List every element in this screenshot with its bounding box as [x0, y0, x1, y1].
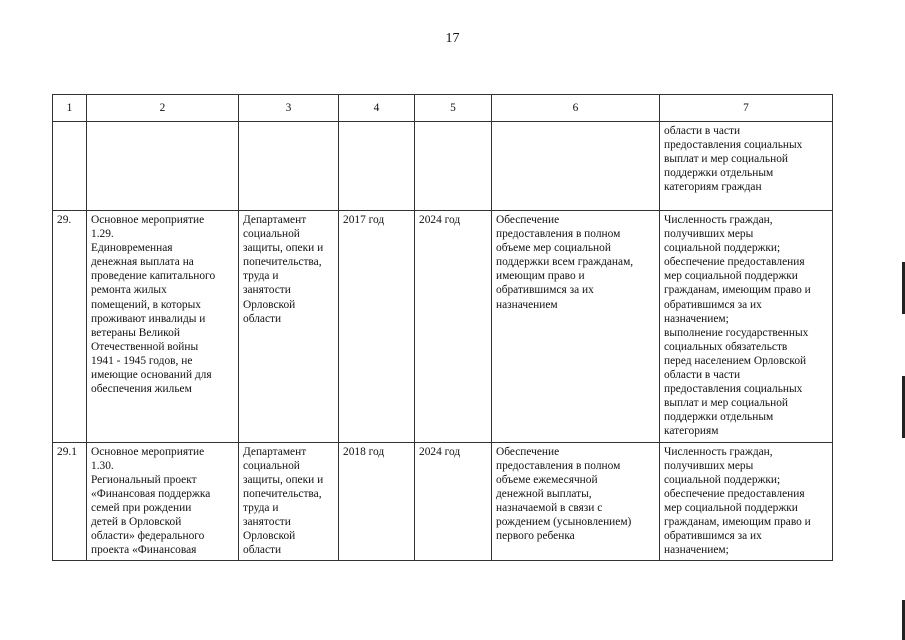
table-cell: [492, 442, 660, 561]
table-cell: [339, 122, 415, 211]
cell-text-line: детей в Орловской: [91, 515, 182, 528]
table-row: [53, 211, 833, 443]
cell-text-line: Региональный проект: [91, 473, 197, 486]
table-cell: [87, 442, 239, 561]
table-cell: [492, 122, 660, 211]
table-row: [53, 122, 833, 211]
cell-text-line: первого ребенка: [496, 530, 575, 543]
table-cell: [239, 122, 339, 211]
cell-text-line: проекта «Финансовая: [91, 544, 197, 557]
cell-text-line: 2017 год: [343, 214, 385, 226]
cell-text-line: социальной: [243, 228, 300, 241]
cell-text-line: мер социальной поддержки: [664, 501, 798, 514]
table-cell: [660, 442, 833, 561]
cell-text-line: защиты, опеки и: [243, 242, 324, 255]
header-cell: 1: [53, 95, 87, 122]
table-cell: [53, 442, 87, 561]
cell-text-line: выплат и мер социальной: [664, 397, 789, 410]
cell-text-line: области: [243, 312, 282, 325]
cell-text-line: области в части: [664, 125, 741, 137]
table-cell: [87, 122, 239, 211]
cell-text-line: назначаемой в связи с: [496, 501, 603, 514]
cell-text-line: проживают инвалиды и: [91, 312, 206, 325]
cell-text-line: имеющие оснований для: [91, 369, 212, 382]
cell-text-line: 2024 год: [419, 214, 461, 226]
cell-text-line: Основное мероприятие: [91, 214, 205, 226]
cell-text-line: предоставления социальных: [664, 139, 803, 152]
cell-text-line: 1941 - 1945 годов, не: [91, 354, 193, 367]
cell-text-line: ветераны Великой: [91, 326, 180, 339]
cell-text-line: имеющим право и: [496, 270, 585, 283]
cell-text-line: социальной: [243, 459, 300, 472]
cell-text-line: помещений, в которых: [91, 298, 201, 311]
cell-text-line: обеспечение предоставления: [664, 256, 805, 269]
table-cell: [239, 211, 339, 443]
header-cell: 6: [492, 95, 660, 122]
cell-text-line: получивших меры: [664, 459, 754, 472]
cell-text-line: денежная выплата на: [91, 256, 194, 269]
cell-text-line: обратившимся за их: [664, 530, 762, 543]
cell-text-line: гражданам, имеющим право и: [664, 284, 811, 297]
table-cell: [339, 442, 415, 561]
cell-text-line: выполнение государственных: [664, 326, 809, 339]
cell-text-line: труда и: [243, 501, 279, 514]
cell-text-line: предоставления в полном: [496, 459, 621, 472]
cell-text-line: Численность граждан,: [664, 445, 773, 458]
cell-text-line: мер социальной поддержки: [664, 270, 798, 283]
header-cell: 4: [339, 95, 415, 122]
table-cell: [415, 442, 492, 561]
cell-text-line: ремонта жилых: [91, 284, 167, 297]
cell-text-line: семей при рождении: [91, 501, 192, 514]
cell-text-line: попечительства,: [243, 256, 322, 269]
table-cell: [660, 122, 833, 211]
cell-text-line: 1.29.: [91, 228, 114, 241]
cell-text-line: области в части: [664, 369, 741, 382]
cell-text-line: категориям граждан: [664, 181, 762, 194]
cell-text-line: обеспечение предоставления: [664, 487, 805, 500]
cell-text-line: назначением: [496, 298, 558, 311]
cell-text-line: поддержки всем гражданам,: [496, 256, 634, 269]
cell-text-line: 29.: [57, 214, 72, 226]
cell-text-line: 2018 год: [343, 445, 385, 458]
cell-text-line: обратившимся за их: [664, 298, 762, 311]
page-number: 17: [445, 31, 460, 46]
cell-text-line: перед населением Орловской: [664, 354, 807, 367]
cell-text-line: области: [243, 544, 282, 557]
cell-text-line: предоставления в полном: [496, 228, 621, 241]
cell-text-line: 1.30.: [91, 459, 114, 472]
cell-text-line: Численность граждан,: [664, 214, 773, 226]
table-cell: [53, 211, 87, 443]
cell-text-line: Основное мероприятие: [91, 445, 205, 458]
cell-text-line: поддержки отдельным: [664, 411, 774, 424]
program-measures-table: [52, 94, 833, 561]
cell-text-line: назначением;: [664, 544, 729, 557]
cell-text-line: предоставления социальных: [664, 383, 803, 396]
header-cell: 2: [87, 95, 239, 122]
table-cell: [239, 442, 339, 561]
cell-text-line: социальной поддержки;: [664, 473, 781, 486]
cell-text-line: «Финансовая поддержка: [91, 487, 211, 500]
cell-text-line: обеспечения жильем: [91, 383, 192, 396]
cell-text-line: обратившимся за их: [496, 284, 594, 297]
cell-text-line: 2024 год: [419, 445, 461, 458]
cell-text-line: выплат и мер социальной: [664, 153, 789, 166]
header-cell: 7: [660, 95, 833, 122]
cell-text-line: поддержки отдельным: [664, 167, 774, 180]
cell-text-line: социальной поддержки;: [664, 242, 781, 255]
cell-text-line: Орловской: [243, 298, 296, 311]
cell-text-line: труда и: [243, 270, 279, 283]
table-cell: [415, 211, 492, 443]
cell-text-line: гражданам, имеющим право и: [664, 515, 811, 528]
cell-text-line: области» федерального: [91, 530, 205, 543]
table-cell: [53, 122, 87, 211]
table-cell: [660, 211, 833, 443]
cell-text-line: объеме ежемесячной: [496, 473, 598, 486]
cell-text-line: категориям: [664, 425, 719, 438]
cell-text-line: занятости: [243, 284, 291, 297]
cell-text-line: попечительства,: [243, 487, 322, 500]
cell-text-line: денежной выплаты,: [496, 487, 592, 500]
cell-text-line: назначением;: [664, 312, 729, 325]
cell-text-line: проведение капитального: [91, 270, 216, 283]
cell-text-line: Отечественной войны: [91, 340, 199, 353]
cell-text-line: защиты, опеки и: [243, 473, 324, 486]
cell-text-line: Обеспечение: [496, 214, 560, 226]
table-cell: [492, 211, 660, 443]
cell-text-line: объеме мер социальной: [496, 242, 611, 255]
cell-text-line: Департамент: [243, 214, 307, 226]
header-row: [53, 95, 833, 122]
cell-text-line: социальных обязательств: [664, 340, 788, 353]
header-cell: 3: [239, 95, 339, 122]
cell-text-line: получивших меры: [664, 228, 754, 241]
cell-text-line: 29.1: [57, 445, 77, 458]
table-cell: [87, 211, 239, 443]
cell-text-line: Орловской: [243, 530, 296, 543]
cell-text-line: занятости: [243, 515, 291, 528]
header-cell: 5: [415, 95, 492, 122]
table-row: [53, 442, 833, 561]
table-cell: [339, 211, 415, 443]
cell-text-line: Департамент: [243, 445, 307, 458]
table-cell: [415, 122, 492, 211]
cell-text-line: рождением (усыновлением): [496, 515, 632, 528]
cell-text-line: Единовременная: [91, 242, 173, 255]
cell-text-line: Обеспечение: [496, 445, 560, 458]
